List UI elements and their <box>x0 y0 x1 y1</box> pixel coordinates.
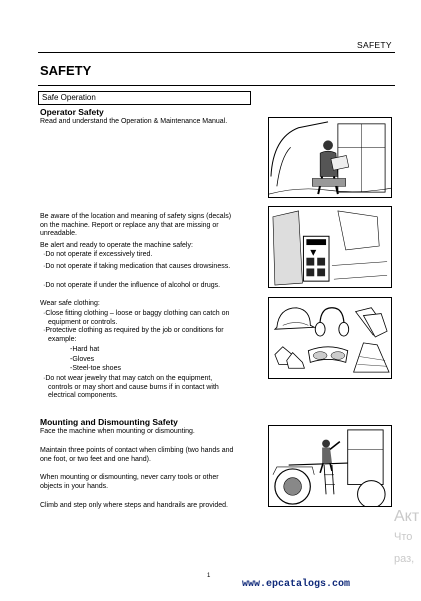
mounting-text: one foot, or two feet and one hand). <box>40 455 151 463</box>
watermark-text: Что <box>394 531 413 543</box>
section-label-box <box>38 91 251 105</box>
title-rule <box>38 85 395 86</box>
alert-intro: Be alert and ready to operate the machine safely: <box>40 242 193 249</box>
safety-decals-illustration <box>268 206 392 288</box>
page-title: SAFETY <box>40 63 92 78</box>
operator-reading-manual-illustration <box>268 117 392 198</box>
clothing-line: ·Protective clothing as required by the job or conditions for <box>43 327 224 335</box>
operator-safety-text: Read and understand the Operation & Maintenance Manual. <box>40 118 228 125</box>
clothing-line: ·Close fitting clothing – loose or baggy clothing can catch on <box>43 310 230 317</box>
operator-safety-heading: Operator Safety <box>40 107 104 117</box>
mounting-heading: Mounting and Dismounting Safety <box>40 417 178 427</box>
decals-line-3: unreadable. <box>40 230 77 238</box>
clothing-sub-item: -Hard hat <box>70 346 100 353</box>
decals-line-2: on the machine. Report or replace any that are missing or <box>40 221 219 229</box>
clothing-sub-item: -Steel-toe shoes <box>70 365 121 373</box>
clothing-line: equipment or controls. <box>48 318 118 326</box>
header-rule <box>38 52 395 53</box>
mounting-text: Maintain three points of contact when climbing (two hands and <box>40 447 234 454</box>
decals-line-1: Be aware of the location and meaning of safety signs (decals) <box>40 213 232 220</box>
watermark-text: раз, <box>394 553 415 565</box>
watermark-url: www.epcatalogs.com <box>242 579 351 590</box>
clothing-line: ·Do not wear jewelry that may catch on the equipment, <box>43 375 213 382</box>
mounting-text: Climb and step only where steps and handrails are provided. <box>40 502 228 509</box>
clothing-intro: Wear safe clothing: <box>40 300 100 307</box>
protective-clothing-illustration <box>268 297 392 379</box>
clothing-line: example: <box>48 335 77 343</box>
alert-item: ·Do not operate if under the influence of alcohol or drugs. <box>43 282 221 289</box>
alert-item: ·Do not operate if excessively tired. <box>43 251 153 258</box>
section-underline <box>38 104 251 105</box>
section-label: Safe Operation <box>42 93 96 102</box>
clothing-sub-item: -Gloves <box>70 355 95 363</box>
watermark-text: Акт <box>394 508 420 525</box>
alert-item: ·Do not operate if taking medication that causes drowsiness. <box>43 263 231 270</box>
clothing-line: controls or may short and cause burns if in contact with <box>48 383 219 391</box>
mounting-text: objects in your hands. <box>40 482 109 490</box>
clothing-line: electrical components. <box>48 392 118 400</box>
mounting-text: Face the machine when mounting or dismounting. <box>40 428 195 435</box>
mounting-text: When mounting or dismounting, never carry tools or other <box>40 474 219 481</box>
mounting-machine-illustration <box>268 425 392 507</box>
running-header: SAFETY <box>357 40 392 50</box>
page-number: 1 <box>207 573 211 579</box>
